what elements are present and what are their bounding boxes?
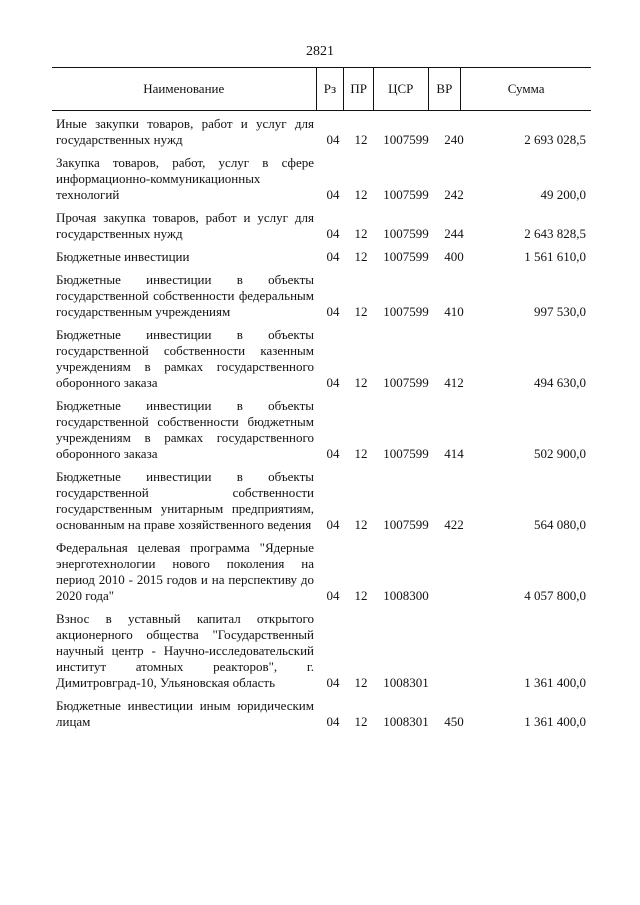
page-number: 2821 (306, 44, 334, 59)
cell-rz: 04 (326, 375, 340, 390)
cell-name: Бюджетные инвестиции в объекты государственной собственности казенным учреждениям в рамках государственного оборонного заказа (56, 327, 314, 390)
cell-rz: 04 (326, 714, 340, 729)
cell-sum: 502 900,0 (534, 446, 586, 461)
cell-vr: 450 (444, 714, 464, 729)
cell-vr: 422 (444, 517, 464, 532)
cell-pr: 12 (354, 588, 368, 603)
cell-rz: 04 (326, 249, 340, 264)
cell-csr: 1007599 (383, 226, 429, 241)
table-row (56, 540, 588, 604)
table-row (56, 398, 588, 462)
table-row (56, 249, 588, 265)
cell-rz: 04 (326, 446, 340, 461)
cell-sum: 1 561 610,0 (524, 249, 586, 264)
cell-name: Бюджетные инвестиции в объекты государственной собственности государственным унитарным предприятиям, основанным на праве хозяйственного ведения (56, 469, 314, 532)
table-row (56, 155, 588, 203)
cell-name: Взнос в уставный капитал открытого акционерного общества "Государственный научный центр - Научно-исследовательский институт атомных реакторов", г. Димитровград-10, Ульяновская область (56, 611, 314, 690)
cell-sum: 564 080,0 (534, 517, 586, 532)
table-row (56, 469, 588, 533)
cell-name: Бюджетные инвестиции (56, 249, 190, 264)
table-row (56, 210, 588, 242)
cell-vr: 240 (444, 132, 464, 147)
cell-rz: 04 (326, 187, 340, 202)
cell-csr: 1007599 (383, 187, 429, 202)
header-rz: Рз (317, 68, 345, 110)
table-row (56, 272, 588, 320)
cell-csr: 1007599 (383, 517, 429, 532)
table-row (56, 327, 588, 391)
table-row (56, 611, 588, 691)
header-csr: ЦСР (374, 68, 429, 110)
cell-pr: 12 (354, 187, 368, 202)
cell-sum: 2 643 828,5 (524, 226, 586, 241)
cell-rz: 04 (326, 226, 340, 241)
cell-sum: 494 630,0 (534, 375, 586, 390)
table-row (56, 116, 588, 148)
cell-pr: 12 (354, 375, 368, 390)
cell-pr: 12 (354, 446, 368, 461)
cell-csr: 1008301 (383, 675, 429, 690)
cell-csr: 1007599 (383, 249, 429, 264)
header-pr: ПР (344, 68, 374, 110)
table-header (52, 67, 591, 111)
cell-sum: 997 530,0 (534, 304, 586, 319)
cell-name: Бюджетные инвестиции иным юридическим лицам (56, 698, 314, 729)
header-name: Наименование (52, 68, 317, 110)
table-body (56, 116, 588, 737)
cell-pr: 12 (354, 714, 368, 729)
cell-rz: 04 (326, 132, 340, 147)
cell-rz: 04 (326, 304, 340, 319)
cell-name: Прочая закупка товаров, работ и услуг для государственных нужд (56, 210, 314, 241)
cell-csr: 1007599 (383, 375, 429, 390)
header-vr: ВР (429, 68, 462, 110)
cell-name: Бюджетные инвестиции в объекты государственной собственности федеральным государственным учреждениям (56, 272, 314, 319)
cell-sum: 2 693 028,5 (524, 132, 586, 147)
cell-name: Бюджетные инвестиции в объекты государственной собственности бюджетным учреждениям в рамках государственного оборонного заказа (56, 398, 314, 461)
cell-sum: 49 200,0 (540, 187, 586, 202)
cell-pr: 12 (354, 517, 368, 532)
cell-name: Федеральная целевая программа "Ядерные энерготехнологии нового поколения на период 2010 - 2015 годов и на перспективу до 2020 года" (56, 540, 314, 603)
cell-csr: 1007599 (383, 304, 429, 319)
cell-sum: 4 057 800,0 (524, 588, 586, 603)
cell-csr: 1008300 (383, 588, 429, 603)
cell-rz: 04 (326, 517, 340, 532)
cell-sum: 1 361 400,0 (524, 714, 586, 729)
cell-csr: 1007599 (383, 132, 429, 147)
cell-vr: 410 (444, 304, 464, 319)
cell-vr: 400 (444, 249, 464, 264)
cell-vr: 412 (444, 375, 464, 390)
cell-pr: 12 (354, 132, 368, 147)
cell-vr: 242 (444, 187, 464, 202)
cell-vr: 414 (444, 446, 464, 461)
cell-rz: 04 (326, 588, 340, 603)
cell-pr: 12 (354, 249, 368, 264)
cell-pr: 12 (354, 304, 368, 319)
cell-csr: 1008301 (383, 714, 429, 729)
table-row (56, 698, 588, 730)
cell-csr: 1007599 (383, 446, 429, 461)
header-sum: Сумма (507, 81, 545, 96)
cell-pr: 12 (354, 675, 368, 690)
cell-name: Иные закупки товаров, работ и услуг для государственных нужд (56, 116, 314, 147)
cell-vr: 244 (444, 226, 464, 241)
cell-pr: 12 (354, 226, 368, 241)
cell-rz: 04 (326, 675, 340, 690)
cell-name: Закупка товаров, работ, услуг в сфере информационно-коммуникационных технологий (56, 155, 314, 202)
cell-sum: 1 361 400,0 (524, 675, 586, 690)
